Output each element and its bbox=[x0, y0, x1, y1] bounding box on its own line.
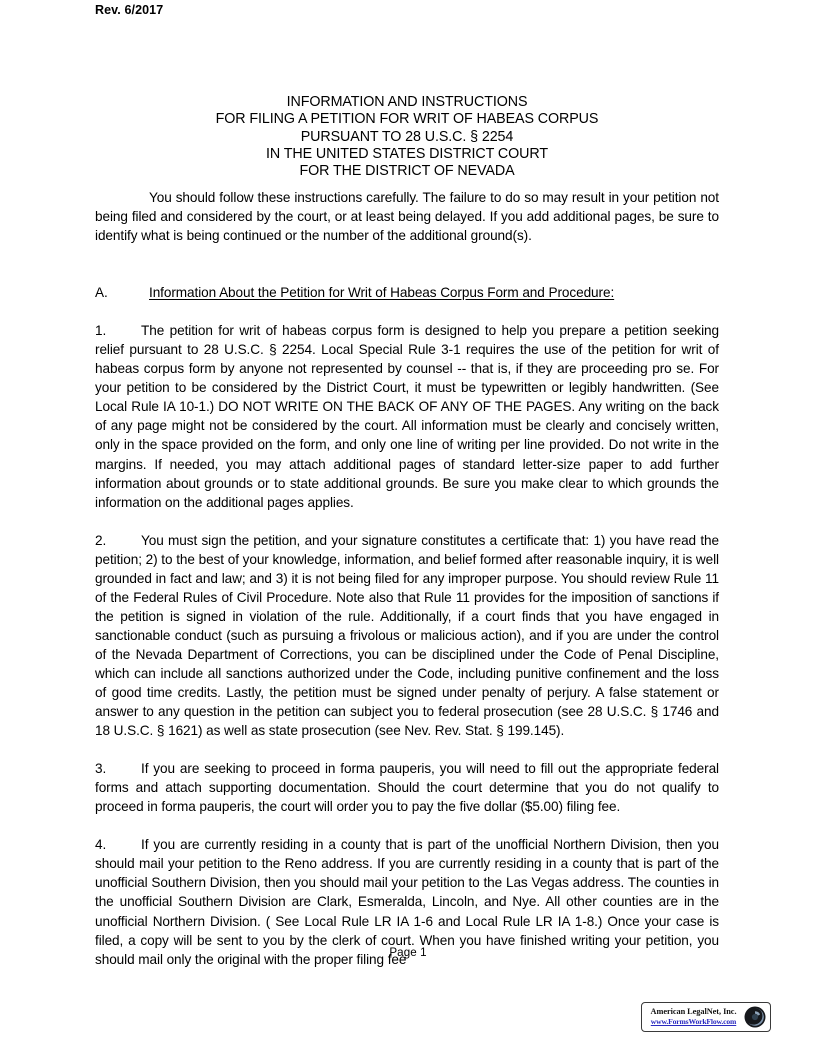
title-line-4: IN THE UNITED STATES DISTRICT COURT bbox=[266, 145, 548, 162]
section-a-letter: A. bbox=[95, 285, 108, 301]
page-number-footer: Page 1 bbox=[389, 946, 427, 959]
item-3-text: If you are seeking to proceed in forma pauperis, you will need to fill out the appropriate federal forms and attach supporting documentation. Should the court determine that you do not qualify to proceed in forma pauperis, the court will order you to pay the five dollar ($5.00) filing fee. bbox=[95, 761, 719, 815]
item-1-number: 1. bbox=[95, 323, 107, 339]
section-a-item-2 bbox=[95, 531, 719, 741]
document-body bbox=[95, 188, 719, 969]
stamp-url-link[interactable]: www.FormsWorkFlow.com bbox=[650, 1016, 737, 1026]
legalnet-stamp bbox=[641, 1002, 771, 1032]
title-line-1: INFORMATION AND INSTRUCTIONS bbox=[286, 94, 528, 110]
stamp-company-name: American LegalNet, Inc. bbox=[650, 1008, 737, 1017]
item-2-number: 2. bbox=[95, 532, 107, 548]
item-2-text: You must sign the petition, and your signature constitutes a certificate that: 1) you have read the petition; 2) to the best of your knowledge, information, and belief formed after reasonable inquiry, it is well grounded in fact and law; and 3) it is not being filed for any improper purpose. You should review Rule 11 of the Federal Rules of Civil Procedure. Note also that Rule 11 provides for the imposition of sanctions if the petition is signed in violation of the rule. Additionally, if a court finds that you have engaged in sanctionable conduct (such as pursuing a frivolous or malicious action), and if you are under the control of the Nevada Department of Corrections, you can be disciplined under the Code of Penal Discipline, which can include all sanctions authorized under the Code, including punitive confinement and the loss of good time credits. Lastly, the petition must be signed under penalty of perjury. A false statement or answer to any question in the petition can subject you to federal prosecution (see 28 U.S.C. § 1746 and 18 U.S.C. § 1621) as well as state prosecution (see Nev. Rev. Stat. § 199.145). bbox=[95, 532, 719, 739]
item-4-text: If you are currently residing in a county that is part of the unofficial Northern Division, then you should mail your petition to the Reno address. If you are currently residing in a county that is part of the unofficial Southern Division, then you should mail your petition to the Las Vegas address. The counties in the unofficial Southern Division are Clark, Esmeralda, Lincoln, and Nye. All other counties are in the unofficial Northern Division. ( See Local Rule LR IA 1-6 and Local Rule LR IA 1-8.) Once your case is filed, a copy will be sent to you by the clerk of court. When you have finished writing your petition, you should mail only the original with the proper filing fee bbox=[95, 837, 719, 967]
section-a-item-3 bbox=[95, 759, 719, 816]
title-line-2: FOR FILING A PETITION FOR WRIT OF HABEAS CORPUS bbox=[215, 111, 599, 128]
item-4-number: 4. bbox=[95, 837, 107, 853]
item-3-number: 3. bbox=[95, 761, 107, 777]
section-a-heading bbox=[95, 283, 719, 302]
section-a-title: Information About the Petition for Writ of Habeas Corpus Form and Procedure: bbox=[149, 285, 615, 301]
document-title-block bbox=[95, 94, 719, 180]
title-line-5: FOR THE DISTRICT OF NEVADA bbox=[299, 163, 515, 180]
section-a-item-1 bbox=[95, 321, 719, 511]
title-line-3: PURSUANT TO 28 U.S.C. § 2254 bbox=[300, 128, 514, 145]
stamp-text-group bbox=[645, 1008, 742, 1025]
revision-label: Rev. 6/2017 bbox=[95, 3, 164, 17]
item-1-text: The petition for writ of habeas corpus form is designed to help you prepare a petition seeking relief pursuant to 28 U.S.C. § 2254. Local Special Rule 3-1 requires the use of the petition for writ of habeas corpus form by anyone not represented by counsel -- that is, if they are proceeding pro se. For your petition to be considered by the District Court, it must be typewritten or legibly handwritten. (See Local Rule IA 10-1.) DO NOT WRITE ON THE BACK OF ANY OF THE PAGES. Any writing on the back of any page might not be considered by the court. All information must be clearly and concisely written, only in the space provided on the form, and only one line of writing per line provided. Do not write in the margins. If needed, you may attach additional pages of standard letter-size paper to add further information about grounds or to state additional grounds. Be sure you make clear to which grounds the information on the additional pages applies. bbox=[95, 323, 719, 510]
legalnet-logo-icon bbox=[743, 1005, 767, 1029]
intro-paragraph: You should follow these instructions carefully. The failure to do so may result in your petition not being filed and considered by the court, or at least being delayed. If you add additional pages, be sure to identify what is being continued or the number of the additional ground(s). bbox=[95, 190, 719, 244]
